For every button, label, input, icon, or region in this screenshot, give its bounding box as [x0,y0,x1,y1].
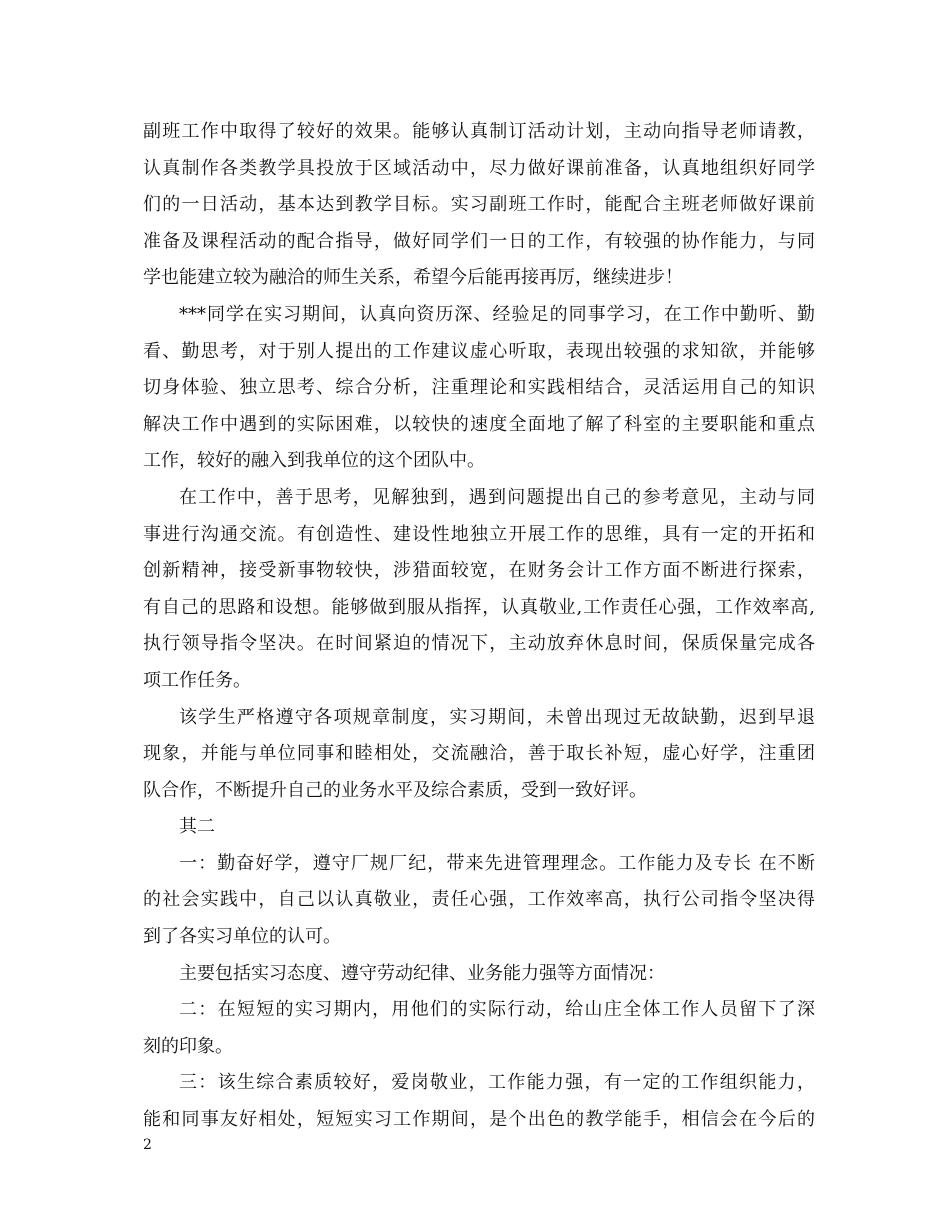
text-line: 在工作中，善于思考，见解独到，遇到问题提出自己的参考意见，主动与同 [179,486,815,508]
text-line: 的社会实践中，自己以认真敬业，责任心强，工作效率高，执行公司指令坚决得 [143,889,815,911]
text-line: 认真制作各类教学具投放于区域活动中，尽力做好课前准备，认真地组织好同学 [143,157,815,179]
text-line: 二：在短短的实习期内，用他们的实际行动，给山庄全体工作人员留下了深 [179,999,815,1021]
text-line: 现象，并能与单位同事和睦相处，交流融洽，善于取长补短，虚心好学，注重团 [143,743,815,765]
text-line: 一：勤奋好学，遵守厂规厂纪，带来先进管理理念。工作能力及专长 在不断 [179,852,815,874]
text-line: 解决工作中遇到的实际困难，以较快的速度全面地了解了科室的主要职能和重点 [143,413,815,435]
page-number: 2 [143,1137,152,1153]
text-line: 其二 [179,816,215,838]
text-line: 三：该生综合素质较好，爱岗敬业，工作能力强，有一定的工作组织能力， [179,1072,815,1094]
text-line: 刻的印象。 [143,1035,233,1057]
text-line: 到了各实习单位的认可。 [143,926,341,948]
text-line: 项工作任务。 [143,669,251,691]
text-line: 切身体验、独立思考、综合分析，注重理论和实践相结合，灵活运用自己的知识 [143,377,815,399]
text-line: 学也能建立较为融洽的师生关系，希望今后能再接再厉，继续进步！ [143,267,683,289]
text-line: ***同学在实习期间，认真向资历深、经验足的同事学习，在工作中勤听、勤 [179,303,815,325]
text-line: 副班工作中取得了较好的效果。能够认真制订活动计划，主动向指导老师请教， [143,121,815,142]
text-line: 事进行沟通交流。有创造性、建设性地独立开展工作的思维，具有一定的开拓和 [143,523,815,545]
text-line: 队合作，不断提升自己的业务水平及综合素质，受到一致好评。 [143,779,647,801]
text-line: 们的一日活动，基本达到教学目标。实习副班工作时，能配合主班老师做好课前 [143,194,815,216]
body-text [143,114,815,1139]
text-line: 有自己的思路和设想。能够做到服从指挥，认真敬业,工作责任心强，工作效率高, [143,596,815,618]
text-line: 工作，较好的融入到我单位的这个团队中。 [143,450,485,472]
text-line: 看、勤思考，对于别人提出的工作建议虚心听取，表现出较强的求知欲，并能够 [143,340,815,362]
text-line: 创新精神，接受新事物较快，涉猎面较宽，在财务会计工作方面不断进行探索， [143,560,815,582]
text-line: 执行领导指令坚决。在时间紧迫的情况下，主动放弃休息时间，保质保量完成各 [143,633,815,655]
text-line: 能和同事友好相处，短短实习工作期间，是个出色的教学能手，相信会在今后的 [143,1109,815,1131]
text-line: 准备及课程活动的配合指导，做好同学们一日的工作，有较强的协作能力，与同 [143,230,815,252]
text-line: 主要包括实习态度、遵守劳动纪律、业务能力强等方面情况： [179,962,665,984]
text-line: 该学生严格遵守各项规章制度，实习期间，未曾出现过无故缺勤，迟到早退 [179,706,815,728]
